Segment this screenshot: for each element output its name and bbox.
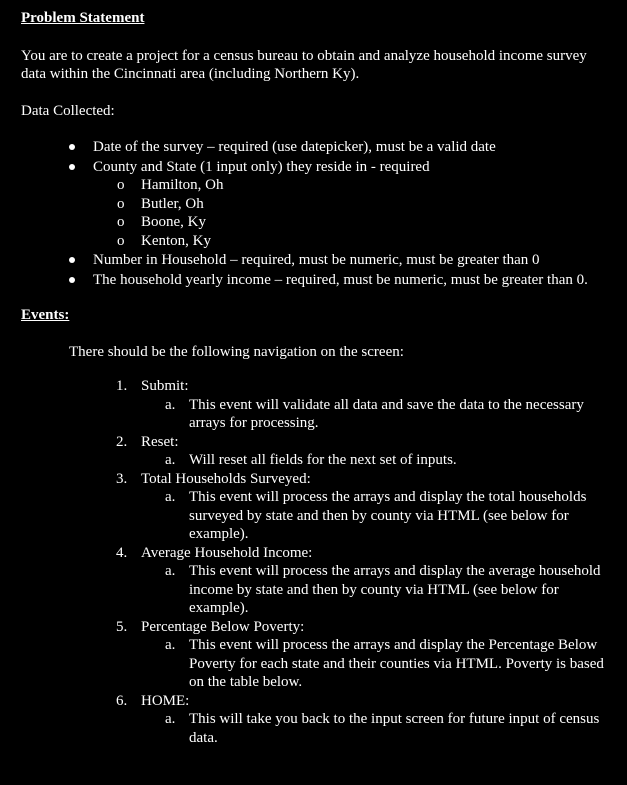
navigation-intro: There should be the following navigation on the screen: [69,343,404,360]
event-title: Submit: [141,378,189,394]
event-title: Percentage Below Poverty: [141,618,305,635]
event-sub-letter: a. [165,452,176,468]
event-item [116,470,607,544]
list-item [93,271,607,290]
list-item-text: Number in Household – required, must be numeric, must be greater than 0 [93,252,540,268]
event-sublist [141,710,607,747]
event-subitem [165,710,607,747]
event-description: Will reset all fields for the next set of inputs. [189,452,457,468]
events-list [21,377,607,747]
event-sublist [141,396,607,433]
event-description: This event will validate all data and save the data to the necessary arrays for processing. [189,396,584,431]
event-number: 4. [116,544,128,561]
event-subitem [165,396,607,433]
events-heading: Events: [21,307,70,323]
problem-statement-heading: Problem Statement [21,10,145,26]
event-subitem [165,562,607,618]
problem-intro: You are to create a project for a census bureau to obtain and analyze household income survey data within the Cincinnati area (including Northern Ky). [21,47,587,82]
event-title: Average Household Income: [141,544,313,561]
county-item: o Boone, Ky [141,213,607,232]
event-subitem [165,488,607,544]
list-item [93,251,607,270]
event-number: 6. [116,692,128,709]
event-item [116,377,607,433]
event-description: This event will process the arrays and display the total households surveyed by state and then by county via HTML (see below for example). [189,489,587,542]
data-collected-list [21,138,607,289]
county-item: o Hamilton, Oh [141,176,607,195]
list-item-text: County and State (1 input only) they reside in - required [93,158,430,175]
event-item [116,692,607,748]
event-sub-letter: a. [165,489,176,505]
data-collected-label: Data Collected: [21,102,115,119]
event-title: Total Households Surveyed: [141,470,311,487]
county-item: o Butler, Oh [141,195,607,214]
event-description: This event will process the arrays and display the Percentage Below Poverty for each state and their counties via HTML. Poverty is based on the table below. [189,637,604,690]
event-description: This will take you back to the input screen for future input of census data. [189,711,600,746]
event-sub-letter: a. [165,563,176,579]
county-item: o Kenton, Ky [141,232,607,251]
event-item [116,618,607,692]
event-sub-letter: a. [165,711,176,727]
event-sublist [141,451,607,470]
list-item [93,158,607,251]
list-item-text: The household yearly income – required, must be numeric, must be greater than 0. [93,271,588,288]
event-sublist [141,488,607,544]
event-sub-letter: a. [165,396,176,413]
event-subitem [165,636,607,692]
event-item [116,544,607,618]
event-number: 2. [116,433,128,450]
event-description: This event will process the arrays and display the average household income by state and then by county via HTML (see below for example). [189,563,601,616]
list-item-text: Date of the survey – required (use datepicker), must be a valid date [93,139,496,155]
county-list [93,176,607,250]
event-number: 1. [116,378,128,394]
list-item [93,138,607,157]
event-sub-letter: a. [165,637,176,653]
event-sublist [141,636,607,692]
event-subitem [165,451,607,470]
event-sublist [141,562,607,618]
event-item [116,433,607,470]
event-title: Reset: [141,433,179,450]
event-title: HOME: [141,692,190,709]
event-number: 3. [116,470,128,487]
event-number: 5. [116,618,128,635]
